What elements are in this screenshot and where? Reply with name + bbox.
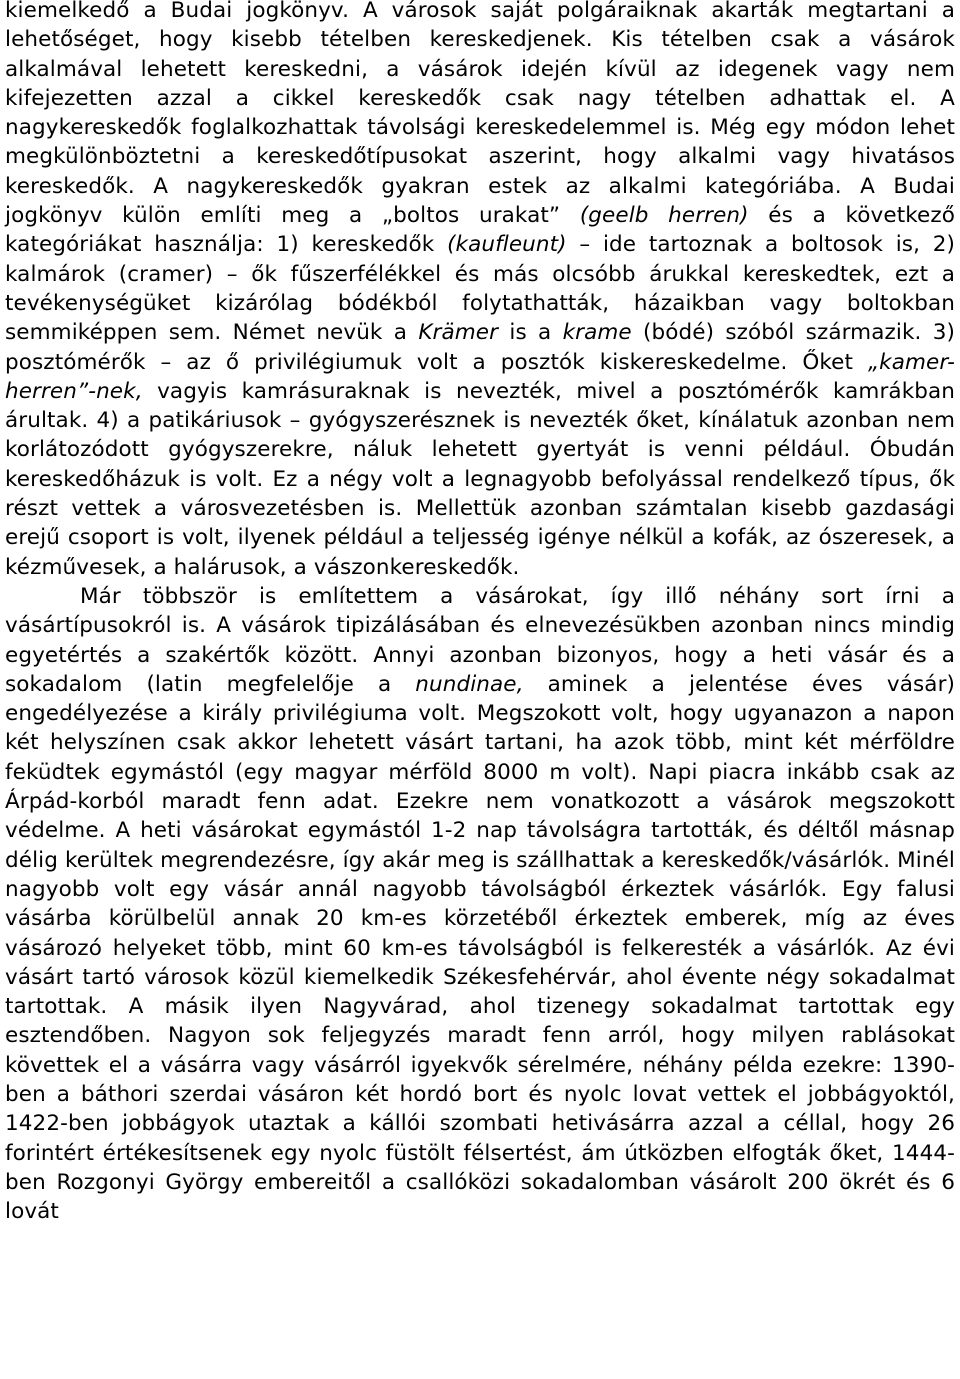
text-segment-italic: Krämer xyxy=(418,320,499,346)
text-segment-italic: „kamer-herren”-nek, xyxy=(5,349,955,404)
paragraph-merchant-types xyxy=(5,0,955,582)
text-segment: Már többször is említettem a vásárokat, így illő néhány sort írni a vásártípusokról is. A vásárok tipizálásában és elnevezésükben azonban nincs mindig egyetértés a szakértők között. Annyi azonban bizonyos, hogy a heti vásár és a sokadalom (latin megfelelője a xyxy=(5,583,955,697)
text-segment: és a következő kategóriákat használja: 1) kereskedők xyxy=(5,203,955,258)
text-segment: is a xyxy=(498,320,563,346)
text-segment-italic: nundinae, xyxy=(415,671,524,697)
text-segment: (bódé) szóból származik. 3) posztómérők – az ő privilégiumuk volt a posztók kiskereskedelme. Őket xyxy=(5,320,956,375)
text-segment: – ide tartoznak a boltosok is, 2) kalmárok (cramer) – ők fűszerfélékkel és más olcsóbb árukkal kereskedtek, ezt a tevékenységüket kizárólag bódékból folytathatták, házaikban vagy boltokban semmiképpen sem. Német nevük a xyxy=(5,232,955,346)
text-segment: vagyis kamrásuraknak is nevezték, mivel a posztómérők kamrákban árultak. 4) a patikáriusok – gyógyszerésznek is nevezték őket, kínálatuk azonban nem korlátozódott gyógyszerekre, náluk lehetett gyertyát is venni például. Óbudán kereskedőházuk is volt. Ez a négy volt a legnagyobb befolyással rendelkező típus, ők részt vettek a városvezetésben is. Mellettük azonban számtalan kisebb gazdasági erejű csoport is volt, ilyenek például a teljesség igénye nélkül a kofák, az ószeresek, a kézművesek, a halárusok, a vászonkereskedők. xyxy=(5,378,955,580)
text-segment: aminek a jelentése éves vásár) engedélyezése a király privilégiuma volt. Megszokott volt, hogy ugyanazon a napon két helyszínen csak akkor lehetett vásárt tartani, ha azok több, mint két mérföldre feküdtek egymástól (egy magyar mérföld 8000 m volt). Napi piacra inkább csak az Árpád-korból maradt fenn adat. Ezekre nem vonatkozott a vásárok megszokott védelme. A heti vásárokat egymástól 1-2 nap távolságra tartották, és déltől másnap délig kerültek megrendezésre, így akár meg is szállhattak a kereskedők/vásárlók. Minél nagyobb volt egy vásár annál nagyobb távolságból érkeztek vásárlók. Egy falusi vásárba körülbelül annak 20 km-es körzetéből érkeztek emberek, míg az éves vásározó helyeket több, mint 60 km-es távolságból is felkeresték a vásárlók. Az évi vásárt tartó városok közül kiemelkedik Székesfehérvár, ahol évente négy sokadalmat tartottak. A másik ilyen Nagyvárad, ahol tizenegy sokadalmat tartottak egy esztendőben. Nagyon sok feljegyzés maradt fenn arról, hogy milyen rablásokat követtek el a vásárra vagy vásárról igyekvők sérelmére, néhány példa ezekre: 1390-ben a báthori szerdai vásáron két hordó bort és nyolc lovat vettek el jobbágyoktól, 1422-ben jobbágyok utaztak a kállói szombati hetivásárra azzal a céllal, hogy 26 forintért értékesítsenek egy nyolc füstölt félsertést, ám útközben elfogták őket, 1444-ben Rozgonyi György embereitől a csallóközi sokadalomban vásárolt 200 ökrét és 6 lovát xyxy=(5,671,955,1225)
text-segment-italic: (geelb herren) xyxy=(579,203,749,229)
text-segment: kiemelkedő a Budai jogkönyv. A városok saját polgáraiknak akarták megtartani a lehetőséget, hogy kisebb tételben kereskedjenek. Kis tételben csak a vásárok alkalmával lehetett kereskedni, a vásárok idején kívül az idegenek vagy nem kifejezetten azzal a cikkel kereskedők csak nagy tételben adhattak el. A nagykereskedők foglalkozhattak távolsági kereskedelemmel is. Még egy módon lehet megkülönböztetni a kereskedőtípusokat aszerint, hogy alkalmi vagy hivatásos kereskedők. A nagykereskedők gyakran estek az alkalmi kategóriába. A Budai jogkönyv külön említi meg a „boltos urakat” xyxy=(5,0,955,229)
paragraph-market-types xyxy=(5,582,955,1227)
text-segment-italic: (kaufleunt) xyxy=(447,232,567,258)
text-segment-italic: krame xyxy=(562,320,632,346)
